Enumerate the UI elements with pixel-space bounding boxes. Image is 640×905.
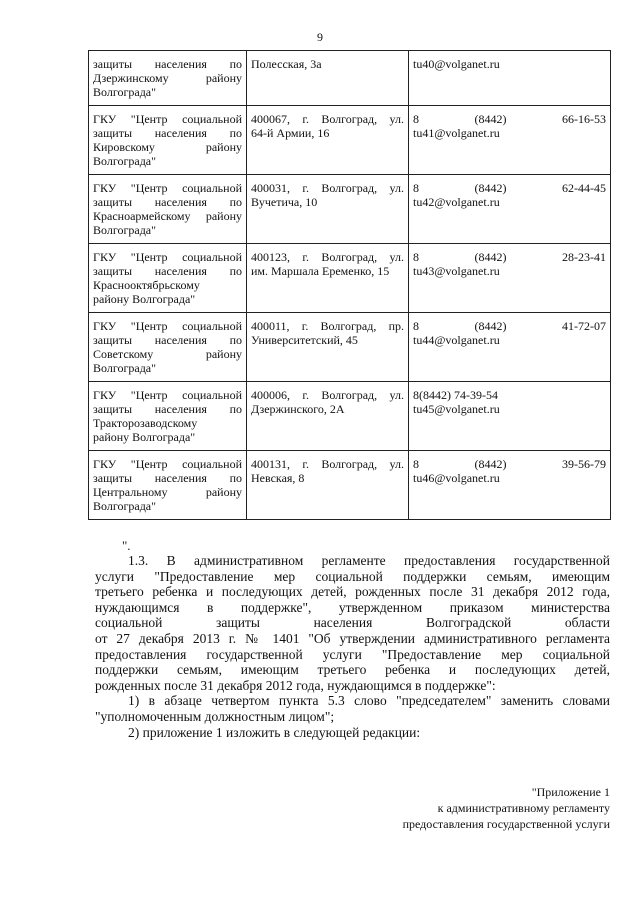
institution-name-line: Тракторозаводскому [93, 416, 198, 430]
contact-cell [409, 313, 611, 382]
institution-name-line: Волгограда" [93, 154, 157, 168]
phone-number: 8(8442) 74-39-54 [413, 388, 498, 402]
phone-number [413, 181, 606, 195]
institution-name-cell [89, 244, 247, 313]
phone-number [413, 112, 606, 126]
body-line: от 27 декабря 2013 г. № 1401 "Об утверждении административного регламента [95, 630, 610, 646]
institution-name-line: защиты населения по [93, 402, 242, 416]
institution-name-line: Красноармейскому району [93, 209, 242, 223]
body-line: "уполномоченным должностным лицом"; [95, 708, 335, 724]
phone-number [413, 250, 606, 264]
address-line: 400131, г. Волгоград, ул. [251, 457, 404, 471]
phone-code: 8 [413, 319, 419, 333]
contact-cell [409, 451, 611, 520]
contact-cell [409, 382, 611, 451]
table-row [89, 175, 611, 244]
appendix-line: к административному регламенту [437, 801, 610, 815]
phone-code: 8 [413, 112, 419, 126]
address-line: Университетский, 45 [251, 333, 358, 347]
table-row [89, 106, 611, 175]
phone-number [413, 319, 606, 333]
contact-cell [409, 244, 611, 313]
institution-name-line: ГКУ "Центр социальной [93, 181, 242, 195]
address-line: 400067, г. Волгоград, ул. [251, 112, 404, 126]
institution-name-line: Волгограда" [93, 85, 157, 99]
phone-number: 62-44-45 [562, 181, 606, 195]
email-link[interactable]: tu43@volganet.ru [413, 264, 500, 278]
institution-name-line: Центральному району [93, 485, 242, 499]
address-line: 64-й Армии, 16 [251, 126, 330, 140]
body-line: 2) приложение 1 изложить в следующей редакции: [128, 724, 421, 740]
table-row [89, 382, 611, 451]
phone-code: 8 [413, 250, 419, 264]
contact-cell [409, 106, 611, 175]
address-line: 400011, г. Волгоград, пр. [251, 319, 404, 333]
institution-name-line: ГКУ "Центр социальной [93, 112, 242, 126]
table-row [89, 313, 611, 382]
address-line: Невская, 8 [251, 471, 305, 485]
phone-number: 28-23-41 [562, 250, 606, 264]
body-text [95, 553, 610, 740]
body-line: поддержки семьям, имеющим третьего ребенка и последующих детей, [95, 662, 610, 678]
institution-name-cell [89, 451, 247, 520]
institution-name-cell [89, 175, 247, 244]
contact-cell [409, 175, 611, 244]
institutions-table [88, 50, 611, 520]
institution-name-line: Краснооктябрьскому [93, 278, 200, 292]
appendix-line: "Приложение 1 [531, 785, 610, 799]
institution-name-line: району Волгограда" [93, 292, 196, 306]
address-cell [247, 51, 409, 106]
email-link[interactable]: tu45@volganet.ru [413, 402, 500, 416]
address-cell [247, 244, 409, 313]
phone-region: (8442) [474, 319, 507, 333]
phone-region: (8442) [474, 457, 507, 471]
address-line: Вучетича, 10 [251, 195, 318, 209]
address-line: 400031, г. Волгоград, ул. [251, 181, 404, 195]
appendix-line: предоставления государственной услуги [402, 817, 610, 831]
email-link[interactable]: tu46@volganet.ru [413, 471, 500, 485]
institution-name-line: Волгограда" [93, 499, 157, 513]
address-cell [247, 175, 409, 244]
phone-region: (8442) [474, 181, 507, 195]
email-link[interactable]: tu40@volganet.ru [413, 57, 500, 71]
institution-name-cell [89, 313, 247, 382]
table-row [89, 451, 611, 520]
phone-region: (8442) [474, 112, 507, 126]
institution-name-cell [89, 51, 247, 106]
address-cell [247, 313, 409, 382]
address-line: им. Маршала Еременко, 15 [251, 264, 390, 278]
address-line: Полесская, 3а [251, 57, 322, 71]
address-cell [247, 106, 409, 175]
institution-name-line: ГКУ "Центр социальной [93, 319, 242, 333]
address-line: 400123, г. Волгоград, ул. [251, 250, 404, 264]
body-line: 1.3. В административном регламенте предоставления государственной [128, 553, 610, 568]
institution-name-line: защиты населения по [93, 126, 242, 140]
phone-number: 41-72-07 [562, 319, 606, 333]
institution-name-line: защиты населения по [93, 264, 242, 278]
table-row [89, 51, 611, 106]
institution-name-line: ГКУ "Центр социальной [93, 388, 242, 402]
email-link[interactable]: tu41@volganet.ru [413, 126, 500, 140]
institution-name-line: Кировскому району [93, 140, 242, 154]
address-cell [247, 451, 409, 520]
institution-name-line: Советскому району [93, 347, 242, 361]
address-line: 400006, г. Волгоград, ул. [251, 388, 404, 402]
email-link[interactable]: tu44@volganet.ru [413, 333, 500, 347]
institution-name-line: Дзержинскому району [93, 71, 242, 85]
institution-name-line: ГКУ "Центр социальной [93, 457, 242, 471]
institution-name-line: Волгограда" [93, 223, 157, 237]
institution-name-line: защиты населения по [93, 195, 242, 209]
phone-number: 66-16-53 [562, 112, 606, 126]
body-line: социальной защиты населения Волгоградской области [95, 615, 610, 631]
institution-name-line: защиты населения по [93, 471, 242, 485]
institution-name-line: защиты населения по [93, 57, 242, 71]
body-line: нуждающимся в поддержке", утвержденном приказом министерства [95, 599, 610, 615]
body-line: предоставления государственной услуги "Предоставление мер социальной [95, 646, 610, 662]
table-row [89, 244, 611, 313]
institution-name-line: району Волгограда" [93, 430, 196, 444]
phone-number [413, 457, 606, 471]
appendix-header [403, 784, 610, 832]
closing-quote: ". [122, 538, 131, 553]
institution-name-cell [89, 106, 247, 175]
institution-name-cell [89, 382, 247, 451]
institution-name-line: защиты населения по [93, 333, 242, 347]
phone-region: (8442) [474, 250, 507, 264]
body-line: рожденных после 31 декабря 2012 года, нуждающимся в поддержке": [95, 677, 496, 693]
institution-name-line: Волгограда" [93, 361, 157, 375]
phone-number: 39-56-79 [562, 457, 606, 471]
address-line: Дзержинского, 2А [251, 402, 345, 416]
body-line: третьего ребенка и последующих детей, рожденных после 31 декабря 2012 года, [95, 584, 610, 600]
email-link[interactable]: tu42@volganet.ru [413, 195, 500, 209]
institution-name-line: ГКУ "Центр социальной [93, 250, 242, 264]
body-line: 1) в абзаце четвертом пункта 5.3 слово "председателем" заменить словами [128, 693, 610, 709]
page-number: 9 [317, 30, 323, 44]
contact-cell [409, 51, 611, 106]
address-cell [247, 382, 409, 451]
phone-code: 8 [413, 457, 419, 471]
body-line: услуги "Предоставление мер социальной поддержки семьям, имеющим [95, 568, 610, 584]
phone-code: 8 [413, 181, 419, 195]
